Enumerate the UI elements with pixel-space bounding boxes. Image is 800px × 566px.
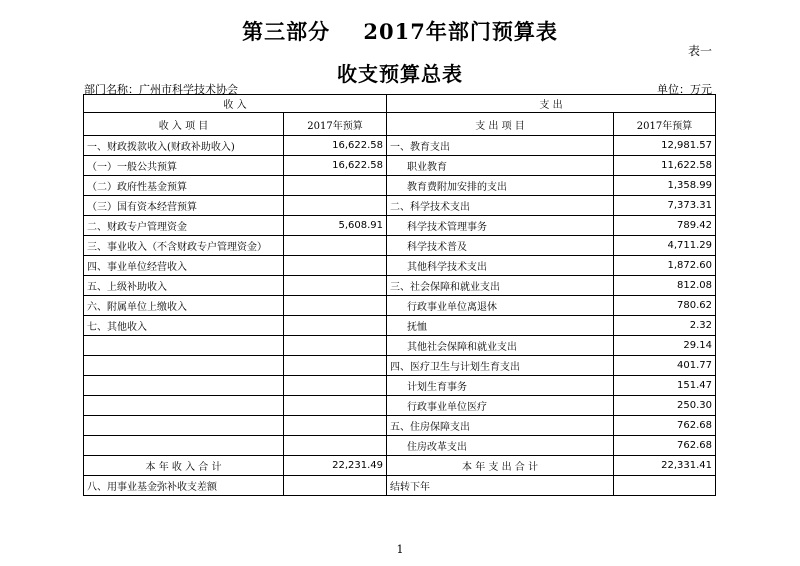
expense-value: 1,358.99	[614, 176, 716, 196]
table-row	[84, 316, 716, 336]
income-item	[84, 336, 284, 356]
income-value	[284, 316, 387, 336]
table-number: 表一	[687, 44, 712, 58]
income-item	[84, 396, 284, 416]
expense-value: 780.62	[614, 296, 716, 316]
income-item: （一）一般公共预算	[84, 156, 284, 176]
expense-value: 762.68	[614, 416, 716, 436]
table-row	[84, 196, 716, 216]
table-row	[84, 396, 716, 416]
table-row	[84, 156, 716, 176]
income-value	[284, 196, 387, 216]
total-income-value: 22,231.49	[284, 456, 387, 476]
total-expense-label: 本 年 支 出 合 计	[387, 456, 614, 476]
expense-section-header: 支 出	[387, 95, 716, 113]
carry-forward-label: 结转下年	[387, 476, 614, 496]
expense-item: 二、科学技术支出	[387, 196, 614, 216]
table-row	[84, 336, 716, 356]
expense-value: 12,981.57	[614, 136, 716, 156]
income-item	[84, 356, 284, 376]
expense-value: 151.47	[614, 376, 716, 396]
income-budget-header: 2017年预算	[284, 113, 387, 136]
income-value	[284, 276, 387, 296]
expense-item: 四、医疗卫生与计划生育支出	[387, 356, 614, 376]
income-item: 六、附属单位上缴收入	[84, 296, 284, 316]
income-value	[284, 176, 387, 196]
table-row	[84, 136, 716, 156]
unit-label: 单位：万元	[657, 83, 712, 96]
income-value	[284, 356, 387, 376]
expense-value: 789.42	[614, 216, 716, 236]
income-value: 16,622.58	[284, 156, 387, 176]
income-value	[284, 436, 387, 456]
income-value: 5,608.91	[284, 216, 387, 236]
income-item: 二、财政专户管理资金	[84, 216, 284, 236]
column-header-row	[84, 113, 716, 136]
income-item	[84, 376, 284, 396]
income-item: 四、事业单位经营收入	[84, 256, 284, 276]
income-value: 16,622.58	[284, 136, 387, 156]
section-header-row	[84, 95, 716, 113]
table-title: 收支预算总表	[337, 62, 463, 86]
table-row	[84, 236, 716, 256]
table-row	[84, 216, 716, 236]
expense-item: 其他科学技术支出	[387, 256, 614, 276]
expense-value: 1,872.60	[614, 256, 716, 276]
total-row	[84, 456, 716, 476]
expense-item: 行政事业单位离退休	[387, 296, 614, 316]
income-item	[84, 436, 284, 456]
expense-item: 五、住房保障支出	[387, 416, 614, 436]
income-value	[284, 256, 387, 276]
budget-table	[83, 94, 716, 496]
income-section-header: 收 入	[84, 95, 387, 113]
expense-item: 科学技术普及	[387, 236, 614, 256]
page-number: 1	[396, 543, 404, 556]
income-item: 一、财政拨款收入(财政补助收入)	[84, 136, 284, 156]
expense-item: 一、教育支出	[387, 136, 614, 156]
total-income-label: 本 年 收 入 合 计	[84, 456, 284, 476]
carry-forward-value	[614, 476, 716, 496]
expense-item: 抚恤	[387, 316, 614, 336]
table-row	[84, 436, 716, 456]
income-item	[84, 416, 284, 436]
expense-value: 401.77	[614, 356, 716, 376]
table-row	[84, 176, 716, 196]
table-row	[84, 296, 716, 316]
fund-balance-value	[284, 476, 387, 496]
table-row	[84, 256, 716, 276]
expense-value: 4,711.29	[614, 236, 716, 256]
income-item: （二）政府性基金预算	[84, 176, 284, 196]
expense-item: 其他社会保障和就业支出	[387, 336, 614, 356]
total-expense-value: 22,331.41	[614, 456, 716, 476]
department-name: 部门名称：广州市科学技术协会	[84, 83, 238, 96]
expense-item-header: 支 出 项 目	[387, 113, 614, 136]
income-value	[284, 396, 387, 416]
income-item: （三）国有资本经营预算	[84, 196, 284, 216]
expense-value: 812.08	[614, 276, 716, 296]
expense-item: 住房改革支出	[387, 436, 614, 456]
income-value	[284, 416, 387, 436]
expense-item: 教育费附加安排的支出	[387, 176, 614, 196]
income-item: 三、事业收入（不含财政专户管理资金）	[84, 236, 284, 256]
income-value	[284, 376, 387, 396]
expense-value: 29.14	[614, 336, 716, 356]
income-item: 七、其他收入	[84, 316, 284, 336]
table-row	[84, 416, 716, 436]
expense-value: 762.68	[614, 436, 716, 456]
fund-balance-label: 八、用事业基金弥补收支差额	[84, 476, 284, 496]
income-value	[284, 236, 387, 256]
expense-item: 职业教育	[387, 156, 614, 176]
expense-item: 计划生育事务	[387, 376, 614, 396]
expense-budget-header: 2017年预算	[614, 113, 716, 136]
page-title: 第三部分 2017年部门预算表	[242, 19, 558, 44]
expense-value: 2.32	[614, 316, 716, 336]
expense-value: 7,373.31	[614, 196, 716, 216]
income-item: 五、上级补助收入	[84, 276, 284, 296]
income-item-header: 收 入 项 目	[84, 113, 284, 136]
income-value	[284, 336, 387, 356]
expense-item: 科学技术管理事务	[387, 216, 614, 236]
expense-value: 11,622.58	[614, 156, 716, 176]
table-row	[84, 376, 716, 396]
income-value	[284, 296, 387, 316]
table-row	[84, 356, 716, 376]
final-row	[84, 476, 716, 496]
expense-value: 250.30	[614, 396, 716, 416]
expense-item: 三、社会保障和就业支出	[387, 276, 614, 296]
expense-item: 行政事业单位医疗	[387, 396, 614, 416]
table-row	[84, 276, 716, 296]
